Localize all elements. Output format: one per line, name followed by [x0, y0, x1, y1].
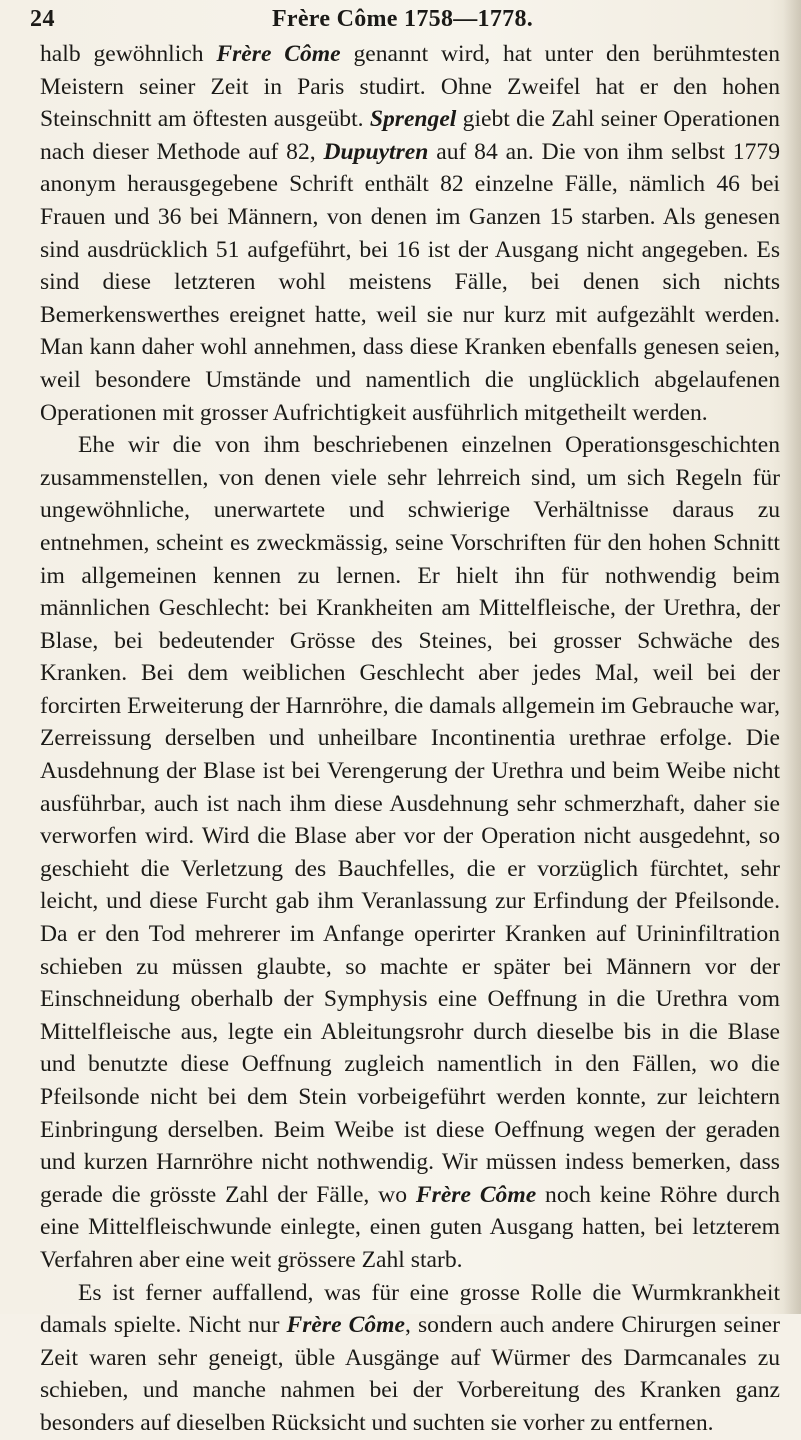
text-run: noch keine Röhre durch eine Mittelfleischwunde einlegte, einen guten Ausgang hatten, bei letzterem Verfahren aber eine weit grössere Zahl starb. — [40, 1181, 781, 1273]
text-run: Ehe wir die von ihm beschriebenen einzelnen Operationsgeschichten zusammenstellen, von denen viele sehr lehrreich sind, um sich Regeln für ungewöhnliche, unerwartete und schwierige Verhältnisse daraus zu entnehmen, scheint es zweckmässig, seine Vorschriften für den hohen Schnitt im allgemeinen kennen zu lernen. Er hielt ihn für nothwendig beim männlichen Geschlecht: bei Krankheiten am Mittelfleische, der Urethra, der Blase, bei bedeutender Grösse des Steines, bei grosser Schwäche des Kranken. Bei dem weiblichen Geschlecht aber jedes Mal, weil bei der forcirten Erweiterung der Harnröhre, die damals allgemein im Gebrauche war, Zerreissung derselben und unheilbare Incontinentia urethrae erfolge. Die Ausdehnung der Blase ist bei Verengerung der Urethra und beim Weibe nicht ausführbar, auch ist nach ihm diese Ausdehnung sehr schmerzhaft, daher sie verworfen wird. Wird die Blase aber vor der Operation nicht ausgedehnt, so geschieht die Verletzung des Bauchfelles, die er vorzüglich fürchtet, sehr leicht, und diese Furcht gab ihm Veranlassung zur Erfindung der Pfeilsonde. Da er den Tod mehrerer im Anfange operirter Kranken auf Urininfiltration schieben zu müssen glaubte, so machte er später bei Männern vor der Einschneidung oberhalb der Symphysis eine Oeffnung in die Urethra vom Mittelfleische aus, legte ein Ableitungsrohr durch dieselbe bis in die Blase und benutzte diese Oeffnung zugleich namentlich in den Fällen, wo die Pfeilsonde nicht bei dem Stein vorbeigeführt werden konnte, zur leichtern Einbringung derselben. Beim Weibe ist diese Oeffnung wegen der geraden und kurzen Harnröhre nicht nothwendig. Wir müssen indess bemerken, dass gerade die grösste Zahl der Fälle, wo — [40, 432, 780, 1208]
page-header — [30, 6, 775, 36]
paragraph-3 — [40, 1277, 780, 1440]
text-run: , sondern auch andere Chirurgen seiner Zeit waren sehr geneigt, üble Ausgänge auf Würmer des Darmcanales zu schieben, und manche nahmen bei der Vorbereitung des Kranken ganz besonders auf dieselben Rücksicht und suchten sie vorher zu entfernen. — [40, 1312, 780, 1436]
text-run: halb gewöhnlich — [40, 41, 217, 67]
person-name: Frère Côme — [216, 41, 341, 67]
text-run: genannt wird, hat unter den berühmtesten Meistern seiner Zeit in Paris studirt. Ohne Zweifel hat er den hohen Steinschnitt am öftesten ausgeübt. — [40, 41, 780, 133]
running-title: Frère Côme 1758—1778. — [271, 6, 534, 32]
text-run: auf 84 an. Die von ihm selbst 1779 anonym herausgegebene Schrift enthält 82 einzelne Fälle, nämlich 46 bei Frauen und 36 bei Männern, von denen im Ganzen 15 starben. Als genesen sind ausdrücklich 51 aufgeführt, bei 16 ist der Ausgang nicht angegeben. Es sind diese letzteren wohl meistens Fälle, bei denen sich nichts Bemerkenswerthes ereignet hatte, weil sie nur kurz mit aufgezählt werden. Man kann daher wohl annehmen, dass diese Kranken ebenfalls genesen seien, weil besondere Umstände und namentlich die unglücklich abgelaufenen Operationen mit grosser Aufrichtigkeit ausführlich mitgetheilt werden. — [40, 138, 780, 426]
page-number: 24 — [30, 6, 55, 32]
body-text — [40, 38, 780, 1440]
paragraph-2 — [40, 429, 780, 1276]
person-name: Frère Côme — [415, 1181, 537, 1208]
person-name: Sprengel — [369, 106, 457, 133]
text-run: giebt die Zahl seiner Operationen nach dieser Methode auf 82, — [40, 106, 780, 165]
person-name: Dupuytren — [323, 138, 429, 165]
text-run: Es ist ferner auffallend, was für eine grosse Rolle die Wurmkrankheit damals spielte. Nicht nur — [40, 1279, 780, 1339]
paragraph-1 — [40, 38, 780, 429]
person-name: Frère Côme — [286, 1312, 405, 1339]
page-edge-shadow — [783, 0, 801, 1314]
